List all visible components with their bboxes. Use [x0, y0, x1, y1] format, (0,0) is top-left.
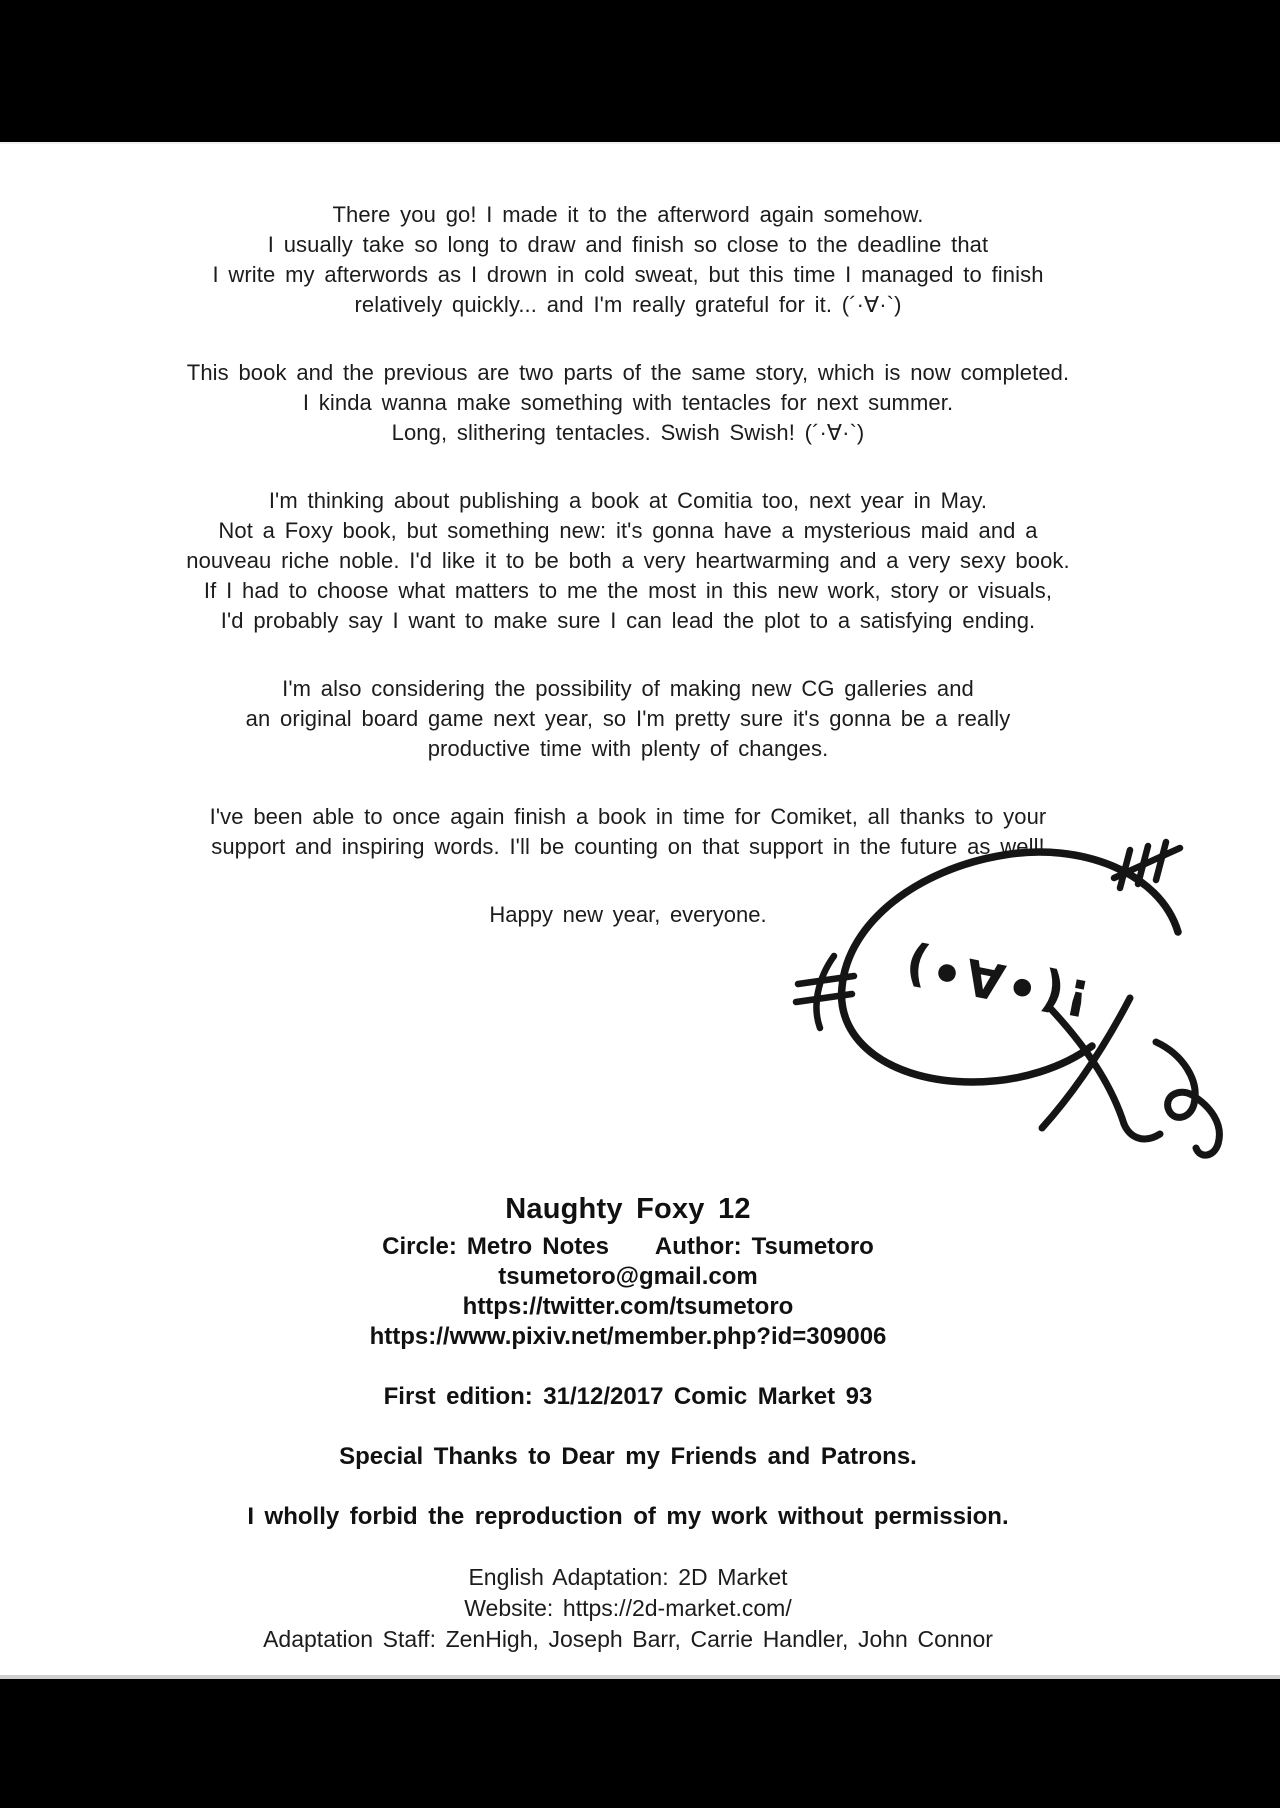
adaptation-block — [105, 1562, 1151, 1655]
edition-info: First edition: 31/12/2017 Comic Market 93 — [383, 1383, 873, 1410]
colophon — [105, 1192, 1151, 1655]
afterword-paragraph-2 — [105, 358, 1151, 448]
afterword-line: This book and the previous are two parts of the same story, which is now completed. — [186, 360, 1070, 385]
afterword-line: There you go! I made it to the afterword again somehow. — [332, 202, 924, 227]
afterword-line: I write my afterwords as I drown in cold sweat, but this time I managed to finish — [212, 262, 1044, 287]
afterword-line: Long, slithering tentacles. Swish Swish! (´·∀·`) — [391, 420, 865, 445]
afterword-line: support and inspiring words. I'll be counting on that support in the future as well! — [211, 834, 1045, 859]
afterword-line: I usually take so long to draw and finish so close to the deadline that — [267, 232, 989, 257]
afterword-paragraph-1 — [105, 200, 1151, 320]
pixiv-url: https://www.pixiv.net/member.php?id=309006 — [369, 1323, 887, 1350]
signature-doodle — [778, 836, 1248, 1176]
circle-credit: Circle: Metro Notes — [382, 1233, 609, 1260]
special-thanks: Special Thanks to Dear my Friends and Patrons. — [339, 1443, 917, 1470]
book-title: Naughty Foxy 12 — [505, 1193, 751, 1225]
afterword-line: Not a Foxy book, but something new: it's gonna have a mysterious maid and a — [218, 518, 1038, 543]
afterword-line: I'm also considering the possibility of making new CG galleries and — [282, 676, 974, 701]
copyright-notice: I wholly forbid the reproduction of my work without permission. — [247, 1503, 1009, 1530]
afterword-paragraph-3 — [105, 486, 1151, 636]
doodle-tally-marks — [1114, 842, 1180, 888]
doodle-face — [898, 935, 1095, 1028]
adaptation-credit: English Adaptation: 2D Market — [468, 1564, 788, 1590]
afterword-line: I'm thinking about publishing a book at Comitia too, next year in May. — [268, 488, 988, 513]
twitter-url: https://twitter.com/tsumetoro — [462, 1293, 794, 1320]
author-credit: Author: Tsumetoro — [654, 1233, 874, 1260]
credit-row — [105, 1232, 1151, 1262]
afterword-line: productive time with plenty of changes. — [427, 736, 829, 761]
adaptation-staff: Adaptation Staff: ZenHigh, Joseph Barr, Carrie Handler, John Connor — [263, 1626, 993, 1652]
afterword-line: If I had to choose what matters to me the most in this new work, story or visuals, — [203, 578, 1053, 603]
email-address: tsumetoro@gmail.com — [498, 1263, 758, 1290]
afterword-line: I kinda wanna make something with tentacles for next summer. — [302, 390, 954, 415]
afterword-line: I've been able to once again finish a book in time for Comiket, all thanks to your — [209, 804, 1047, 829]
afterword-line: nouveau riche noble. I'd like it to be both a very heartwarming and a very sexy book. — [186, 548, 1070, 573]
svg-text:!(•A•): !(•A•) — [897, 934, 1095, 1028]
afterword-line: an original board game next year, so I'm pretty sure it's gonna be a really — [245, 706, 1011, 731]
afterword-line: relatively quickly... and I'm really grateful for it. (´·∀·`) — [354, 292, 902, 317]
closing-greeting: Happy new year, everyone. — [489, 902, 767, 927]
afterword-paragraph-4 — [105, 674, 1151, 764]
adaptation-website: Website: https://2d-market.com/ — [464, 1595, 792, 1621]
afterword-line: I'd probably say I want to make sure I can lead the plot to a satisfying ending. — [220, 608, 1036, 633]
